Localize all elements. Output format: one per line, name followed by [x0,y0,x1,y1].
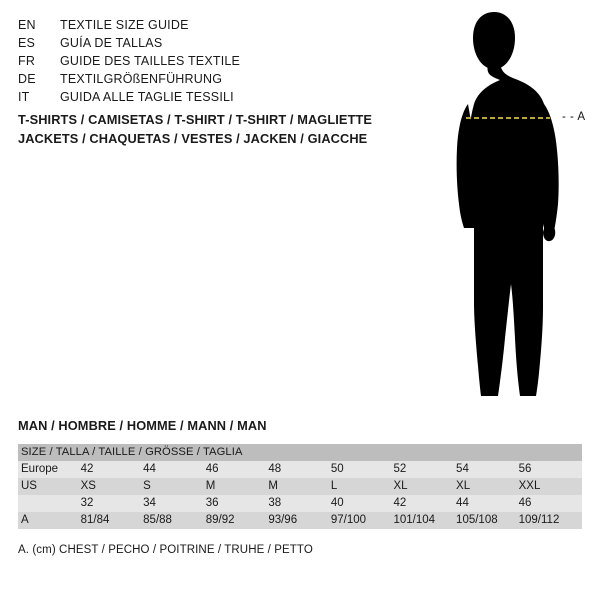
cell-us-0: XS [81,478,144,495]
cell-us-5: XL [393,478,456,495]
language-text-es: GUÍA DE TALLAS [60,36,163,50]
language-text-en: TEXTILE SIZE GUIDE [60,18,189,32]
cell-a-4: 97/100 [331,512,394,529]
language-row-fr [18,52,398,70]
cell-usnum-2: 36 [206,495,269,512]
language-text-fr: GUIDE DES TAILLES TEXTILE [60,54,241,68]
cell-europe-4: 50 [331,461,394,478]
row-label-us-numeric [18,495,81,512]
language-code-en: EN [18,18,36,32]
language-code-de: DE [18,72,36,86]
language-code-it: IT [18,90,30,104]
cell-a-5: 101/104 [393,512,456,529]
language-row-es [18,34,398,52]
cell-usnum-1: 34 [143,495,206,512]
size-table-wrapper [18,444,582,529]
size-table [18,444,582,529]
cell-us-4: L [331,478,394,495]
row-label-a: A [18,512,81,529]
cell-us-2: M [206,478,269,495]
table-header-row [18,444,582,461]
table-header-cell: SIZE / TALLA / TAILLE / GRÖSSE / TAGLIA [18,444,582,461]
cell-a-6: 105/108 [456,512,519,529]
cell-a-2: 89/92 [206,512,269,529]
garment-type-tshirts: T-SHIRTS / CAMISETAS / T-SHIRT / T-SHIRT / MAGLIETTE [18,112,373,127]
garment-type-list [18,110,418,148]
cell-europe-7: 56 [519,461,582,478]
row-label-europe: Europe [18,461,81,478]
language-row-de [18,70,398,88]
cell-us-1: S [143,478,206,495]
cell-europe-2: 46 [206,461,269,478]
section-label-man: MAN / HOMBRE / HOMME / MANN / MAN [18,418,267,433]
language-list [18,16,398,106]
table-row [18,495,582,512]
garment-type-jackets: JACKETS / CHAQUETAS / VESTES / JACKEN / GIACCHE [18,131,368,146]
cell-usnum-0: 32 [81,495,144,512]
language-row-it [18,88,398,106]
table-row [18,461,582,478]
cell-usnum-6: 44 [456,495,519,512]
cell-usnum-4: 40 [331,495,394,512]
chest-measure-label: - - A [562,111,586,123]
cell-us-6: XL [456,478,519,495]
table-row [18,478,582,495]
cell-europe-0: 42 [81,461,144,478]
cell-a-0: 81/84 [81,512,144,529]
cell-us-7: XXL [519,478,582,495]
cell-a-1: 85/88 [143,512,206,529]
cell-usnum-7: 46 [519,495,582,512]
language-code-fr: FR [18,54,36,68]
row-label-us: US [18,478,81,495]
male-silhouette-icon [410,8,600,408]
language-row-en [18,16,398,34]
language-text-it: GUIDA ALLE TAGLIE TESSILI [60,90,234,104]
cell-europe-3: 48 [268,461,331,478]
cell-a-3: 93/96 [268,512,331,529]
body-figure [410,8,600,408]
footnote-chest-measure: A. (cm) CHEST / PECHO / POITRINE / TRUHE / PETTO [18,544,313,556]
language-text-de: TEXTILGRÖßENFÜHRUNG [60,72,223,86]
cell-usnum-5: 42 [393,495,456,512]
cell-europe-5: 52 [393,461,456,478]
cell-usnum-3: 38 [268,495,331,512]
cell-us-3: M [268,478,331,495]
language-code-es: ES [18,36,36,50]
cell-europe-1: 44 [143,461,206,478]
cell-europe-6: 54 [456,461,519,478]
cell-a-7: 109/112 [519,512,582,529]
table-row [18,512,582,529]
